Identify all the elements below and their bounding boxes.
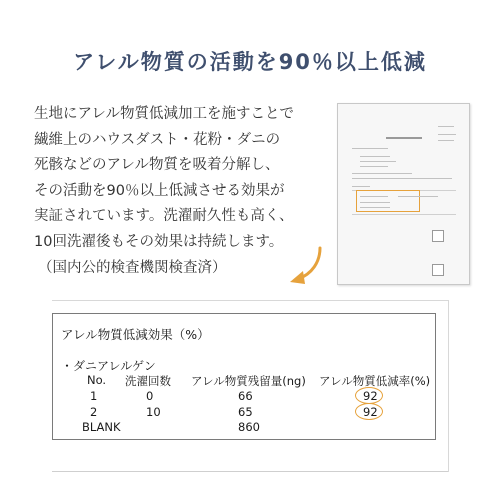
report-stamp bbox=[432, 230, 444, 242]
description bbox=[34, 102, 324, 281]
page-title: アレル物質の活動を90％以上低減 bbox=[73, 50, 427, 74]
frame-line bbox=[52, 300, 448, 301]
description-line: 繊維上のハウスダスト・花粉・ダニの bbox=[34, 131, 281, 148]
cell-reduction-rate: 92 bbox=[363, 389, 378, 403]
allergen-label: ・ダニアレルゲン bbox=[61, 359, 156, 373]
description-line: 実証されています。洗濯耐久性も高く、 bbox=[34, 208, 294, 225]
cell-no: 2 bbox=[90, 405, 98, 419]
column-header: No. bbox=[87, 373, 107, 387]
table-heading: アレル物質低減効果（%） bbox=[61, 327, 210, 342]
frame-line bbox=[448, 300, 449, 472]
cell-residual: 860 bbox=[238, 420, 260, 434]
cell-residual: 65 bbox=[238, 405, 253, 419]
highlight-circle bbox=[355, 387, 383, 404]
description-line: 生地にアレル物質低減加工を施すことで bbox=[34, 106, 295, 122]
curved-arrow-down-left-icon bbox=[286, 246, 326, 290]
column-header: アレル物質低減率(%) bbox=[319, 374, 431, 388]
cell-residual: 66 bbox=[238, 389, 253, 403]
cell-reduction-rate: 92 bbox=[363, 405, 378, 419]
inspection-note: （国内公的検査機関検査済） bbox=[38, 259, 227, 276]
frame-line bbox=[52, 471, 448, 472]
table-header-row bbox=[53, 373, 435, 387]
test-report-thumbnail bbox=[337, 103, 470, 285]
description-line: 10回洗濯後もその効果は持続します。 bbox=[34, 233, 284, 250]
cell-no: BLANK bbox=[82, 420, 121, 434]
cell-no: 1 bbox=[90, 389, 98, 403]
cell-wash-count: 0 bbox=[146, 389, 154, 403]
report-stamp bbox=[432, 264, 444, 276]
description-line: その活動を90％以上低減させる効果が bbox=[34, 182, 285, 199]
report-highlight-box bbox=[356, 190, 420, 212]
cell-wash-count: 10 bbox=[146, 405, 161, 419]
table-row bbox=[53, 420, 435, 434]
column-header: アレル物質残留量(ng) bbox=[191, 374, 306, 388]
description-line: 死骸などのアレル物質を吸着分解し、 bbox=[34, 157, 280, 174]
column-header: 洗濯回数 bbox=[125, 374, 171, 388]
results-table bbox=[52, 313, 436, 440]
highlight-circle bbox=[355, 403, 383, 420]
